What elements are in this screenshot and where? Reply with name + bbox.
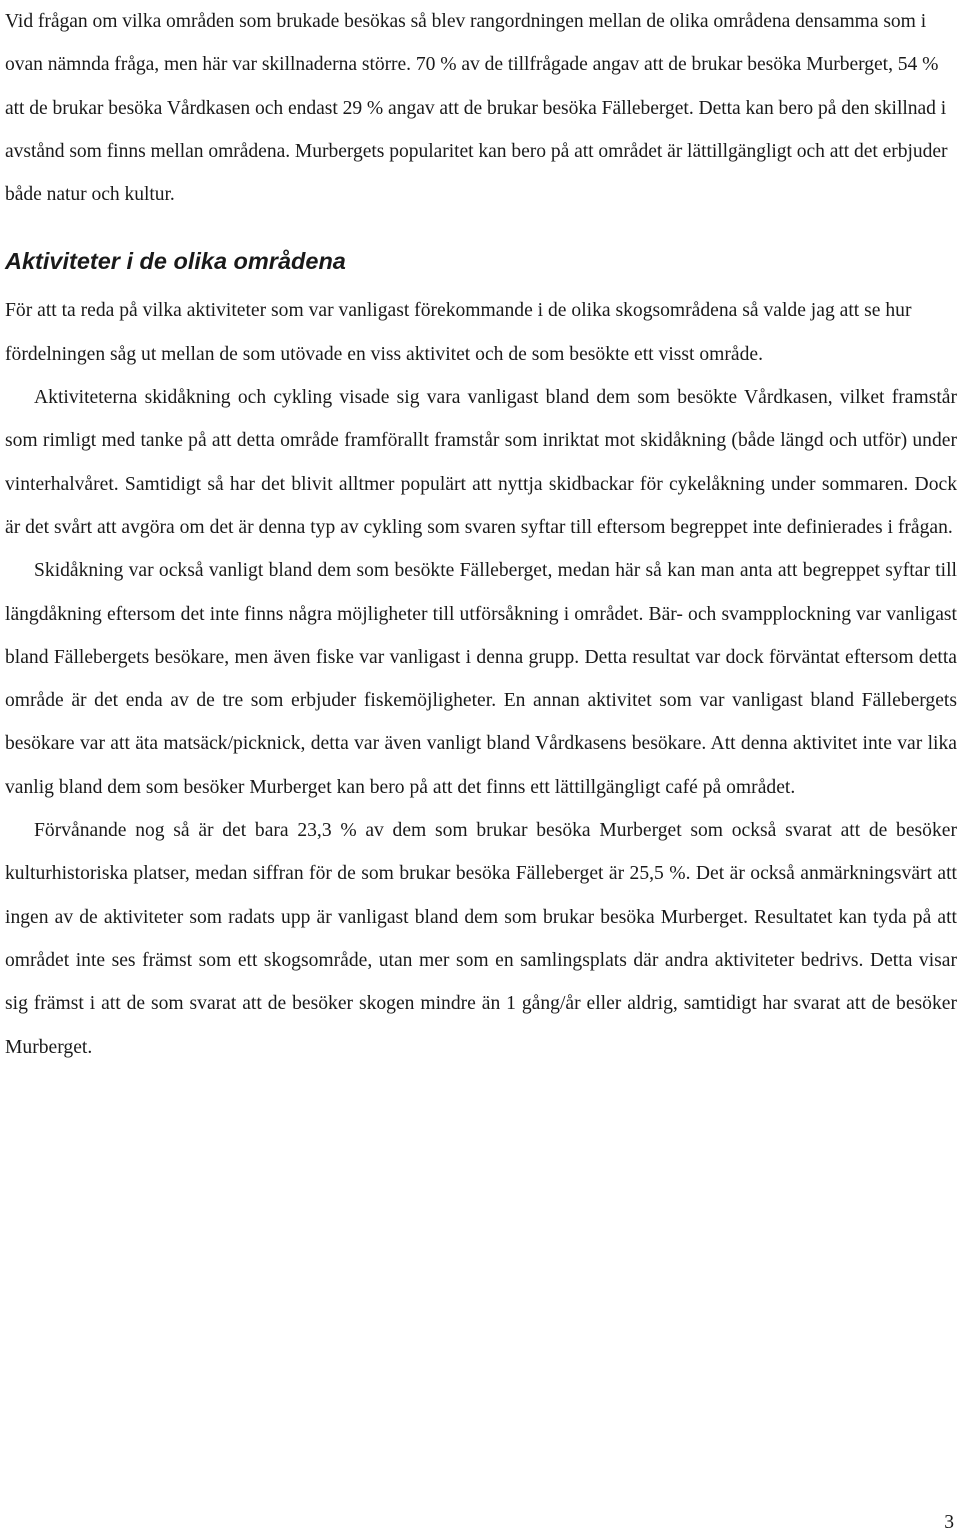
section-paragraph-4: Förvånande nog så är det bara 23,3 % av dem som brukar besöka Murberget som också svarat att de besöker kulturhistoriska platser, medan siffran för de som brukar besöka Fälleberget är 25,5 %. Det är också anmärkningsvärt att ingen av de aktiviteter som radats upp är vanligast bland dem som brukar besöka Murberget. Resultatet kan tyda på att området inte ses främst som ett skogsområde, utan mer som en samlingsplats där andra aktiviteter bedrivs. Detta visar sig främst i att de som svarat att de besöker skogen mindre än 1 gång/år eller aldrig, samtidigt har svarat att de besöker Murberget.	[5, 820, 957, 1058]
section-heading: Aktiviteter i de olika områdena	[5, 248, 346, 275]
page-number: 3	[944, 1512, 954, 1533]
section-paragraph-1: För att ta reda på vilka aktiviteter som var vanligast förekommande i de olika skogsområdena så valde jag att se hur fördelningen såg ut mellan de som utövade en viss aktivitet och de som besökte ett visst område.	[5, 300, 912, 365]
document-page	[5, 0, 957, 1069]
intro-paragraph: Vid frågan om vilka områden som brukade besökas så blev rangordningen mellan de olika områdena densamma som i ovan nämnda fråga, men här var skillnaderna större. 70 % av de tillfrågade angav att de brukar besöka Murberget, 54 % att de brukar besöka Vårdkasen och endast 29 % angav att de brukar besöka Fälleberget. Detta kan bero på den skillnad i avstånd som finns mellan områdena. Murbergets popularitet kan bero på att området är lättillgängligt och att det erbjuder både natur och kultur.	[5, 11, 948, 206]
section-paragraph-2: Aktiviteterna skidåkning och cykling visade sig vara vanligast bland dem som besökte Vårdkasen, vilket framstår som rimligt med tanke på att detta område framförallt framstår som inriktat mot skidåkning (både längd och utför) under vinterhalvåret. Samtidigt så har det blivit alltmer populärt att nyttja skidbackar för cykelåkning under sommaren. Dock är det svårt att avgöra om det är denna typ av cykling som svaren syftar till eftersom begreppet inte definierades i frågan.	[5, 387, 957, 538]
section-paragraph-3: Skidåkning var också vanligt bland dem som besökte Fälleberget, medan här så kan man anta att begreppet syftar till längdåkning eftersom det inte finns några möjligheter till utförsåkning i området. Bär- och svampplockning var vanligast bland Fällebergets besökare, men även fiske var vanligast i denna grupp. Detta resultat var dock förväntat eftersom detta område är det enda av de tre som erbjuder fiskemöjligheter. En annan aktivitet som var vanligast bland Fällebergets besökare var att äta matsäck/picknick, detta var även vanligt bland Vårdkasens besökare. Att denna aktivitet inte var lika vanlig bland dem som besöker Murberget kan bero på att det finns ett lättillgängligt café på området.	[5, 560, 957, 798]
